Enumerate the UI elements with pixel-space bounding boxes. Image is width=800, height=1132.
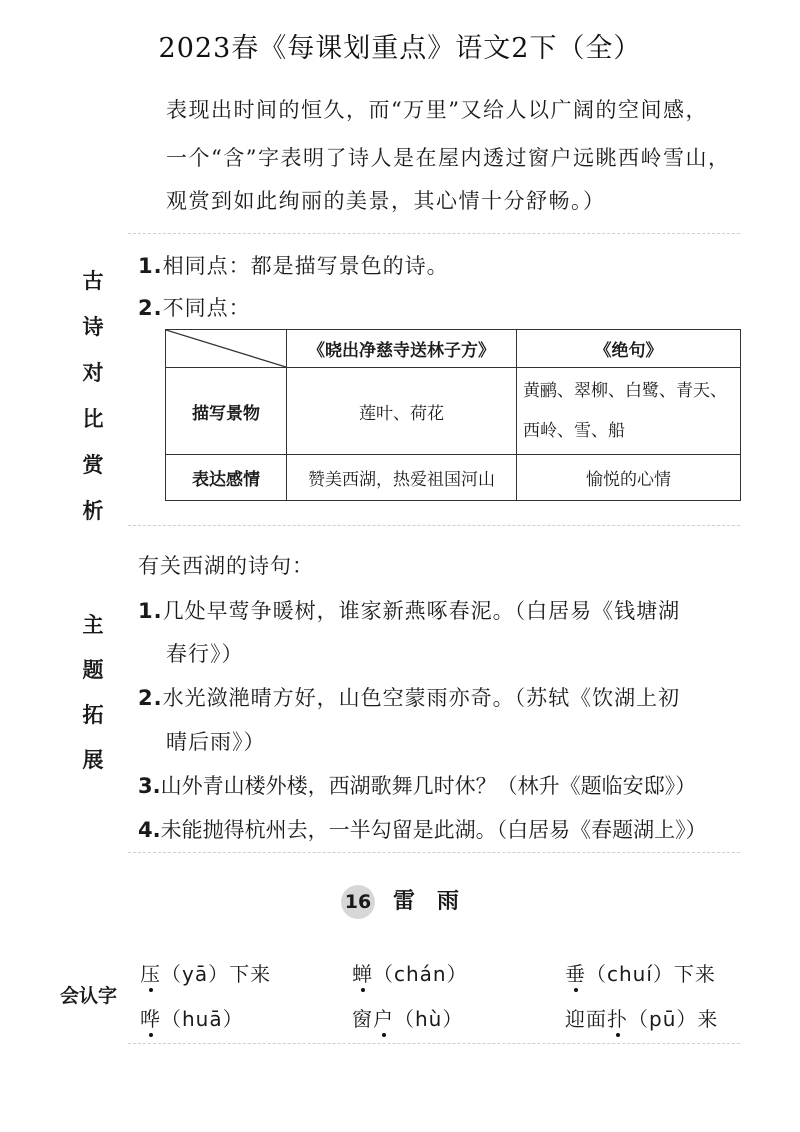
vocab-word: 垂（chuí）下来: [565, 962, 716, 986]
poem-item-1: 1.几处早莺争暖树，谁家新燕啄春泥。（白居易《钱塘湖: [138, 599, 681, 623]
similarity-point: 1.相同点：都是描写景色的诗。: [138, 254, 449, 278]
theme-heading: 有关西湖的诗句：: [138, 554, 314, 578]
lesson-heading: [0, 884, 800, 919]
table-row-label-scenery: 描写景物: [166, 368, 287, 455]
table-cell-emotion-2: 愉悦的心情: [517, 455, 741, 501]
table-row-label-emotion: 表达感情: [166, 455, 287, 501]
vocab-word: 哗（huā）: [140, 1007, 244, 1031]
poem-item-1-cont: 春行》）: [166, 642, 244, 666]
theme-section-label: 主 题 拓 展: [82, 613, 104, 772]
difference-point: 2.不同点：: [138, 296, 251, 320]
poem-item-3: 3.山外青山楼外楼，西湖歌舞几时休？（林升《题临安邸》）: [138, 774, 697, 798]
vocab-word: 迎面扑（pū）来: [565, 1007, 719, 1031]
vocab-section-label: 会认字: [60, 985, 118, 1007]
poem-item-2: 2.水光潋滟晴方好，山色空蒙雨亦奇。（苏轼《饮湖上初: [138, 686, 681, 710]
lesson-number-badge: 16: [341, 885, 375, 919]
table-cell-scenery-1: 莲叶、荷花: [287, 368, 517, 455]
vocab-word: 压（yā）下来: [140, 962, 272, 986]
intro-line-3: 观赏到如此绚丽的美景，其心情十分舒畅。）: [166, 189, 606, 213]
vocab-word: 蝉（chán）: [352, 962, 468, 986]
section-divider: [128, 233, 740, 234]
diagonal-line: [166, 330, 286, 367]
poem-item-4: 4.未能抛得杭州去，一半勾留是此湖。（白居易《春题湖上》）: [138, 818, 707, 842]
table-header-poem-1: 《晓出净慈寺送林子方》: [287, 330, 517, 368]
section-divider: [128, 525, 740, 526]
table-cell-scenery-2: 黄鹂、翠柳、白鹭、青天、 西岭、雪、船: [517, 368, 741, 455]
vocab-word: 窗户（hù）: [352, 1007, 464, 1031]
comparison-table: [165, 329, 741, 501]
lesson-title: 雷 雨: [392, 889, 459, 914]
page-title: 2023春《每课划重点》语文2下（全）: [158, 33, 642, 64]
compare-section-label: 古 诗 对 比 赏 析: [82, 269, 104, 523]
table-header-poem-2: 《绝句》: [517, 330, 741, 368]
table-cell-emotion-1: 赞美西湖，热爱祖国河山: [287, 455, 517, 501]
intro-line-2: 一个“含”字表明了诗人是在屋内透过窗户远眺西岭雪山，: [166, 146, 731, 170]
table-corner-cell: [166, 330, 287, 368]
section-divider: [128, 852, 740, 853]
section-divider: [128, 1043, 740, 1044]
poem-item-2-cont: 晴后雨》）: [166, 730, 266, 754]
intro-line-1: 表现出时间的恒久，而“万里”又给人以广阔的空间感，: [166, 98, 708, 122]
